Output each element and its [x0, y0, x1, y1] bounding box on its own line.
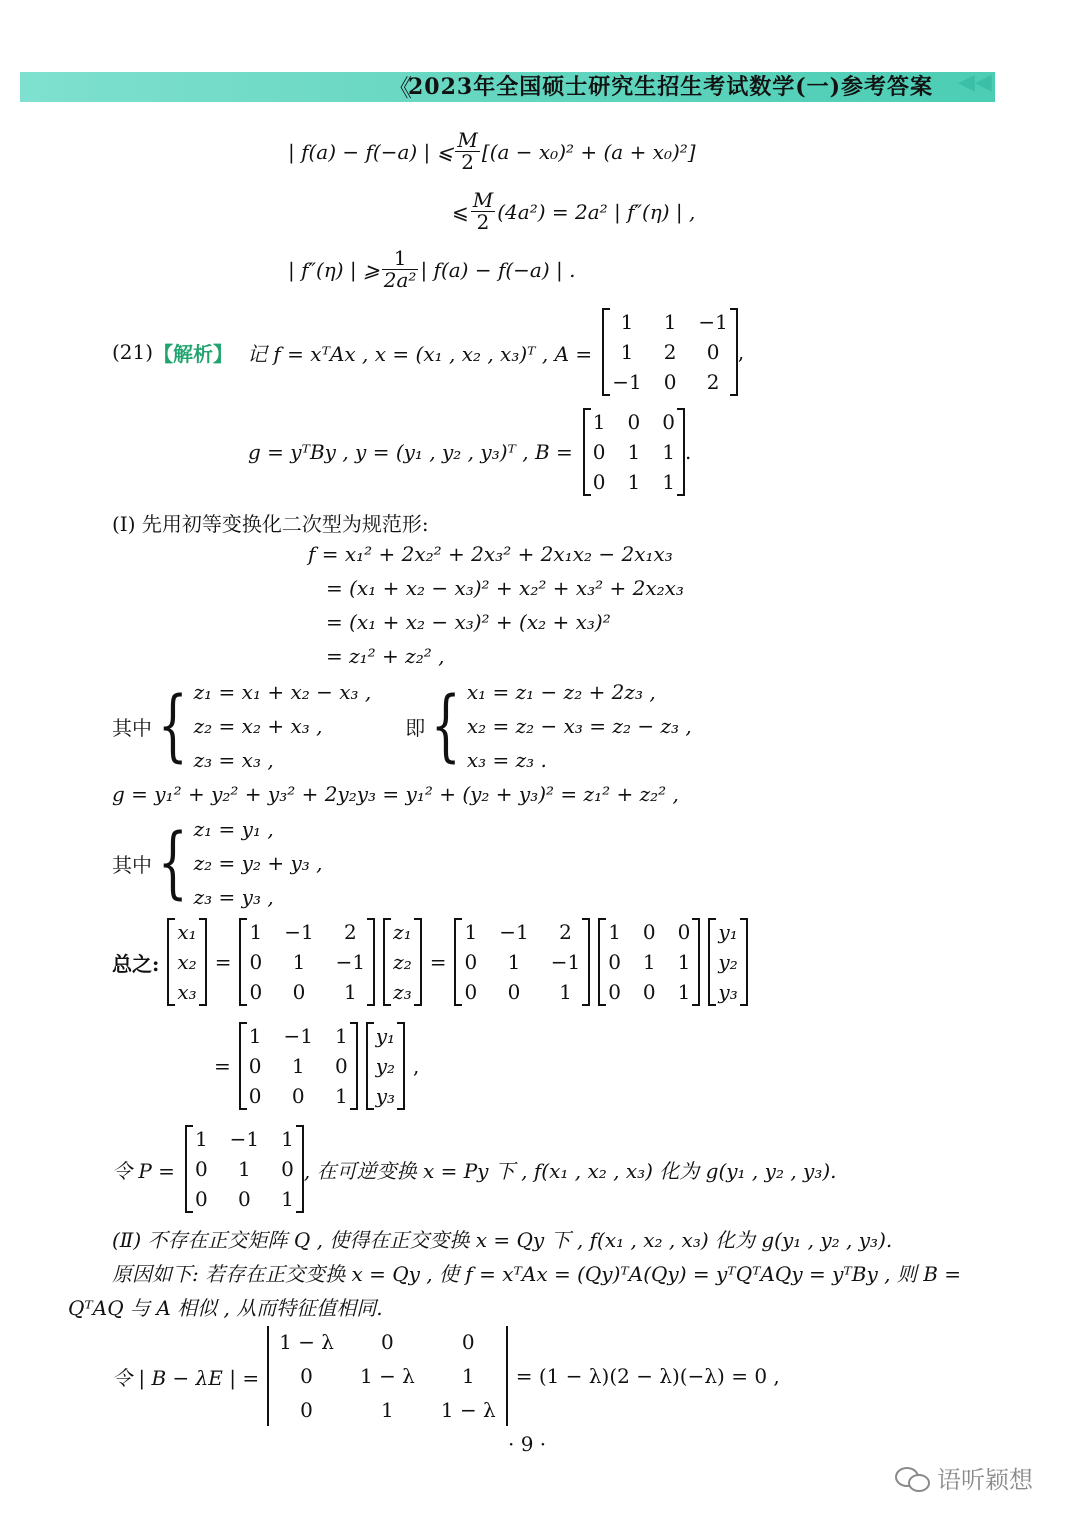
part2-reason-line-2: QᵀAQ 与 A 相似 , 从而特征值相同.: [68, 1296, 383, 1320]
q21-text-b-end: .: [685, 440, 692, 464]
matrix-P-cell: 0: [194, 1187, 208, 1211]
eq2-frac-num: M: [472, 188, 494, 212]
system-1-eq: z₁ = x₁ + x₂ − x₃ ,: [193, 680, 372, 704]
det-cell: 1 − λ: [359, 1364, 415, 1388]
q21-text-a: 记 f = xᵀAx , x = (x₁ , x₂ , x₃)ᵀ , A =: [247, 341, 593, 366]
matrix-M2-cell: 0: [642, 920, 656, 944]
watermark-text: 语听颖想: [937, 1466, 1033, 1494]
left-brace-icon: {: [157, 681, 188, 771]
system-1-eq: z₂ = x₂ + x₃ ,: [193, 714, 323, 738]
system-3-eq: z₂ = y₂ + y₃ ,: [193, 851, 323, 875]
matrix-M2-cell: 0: [642, 980, 656, 1004]
vector-y-cell: y₂: [375, 1054, 396, 1078]
matrix-M3-cell: 0: [334, 1054, 348, 1078]
system-3-eq: z₃ = y₃ ,: [193, 885, 274, 909]
where-label-2: 其中: [112, 852, 152, 877]
ie-label: 即: [405, 715, 426, 740]
system-2: [467, 675, 692, 777]
eq2-fraction: [471, 190, 495, 233]
system-2-eq: x₁ = z₁ − z₂ + 2z₃ ,: [466, 680, 656, 704]
eq1-fraction: [455, 130, 479, 173]
eq-sign: =: [429, 950, 447, 974]
matrix-M1-cell: 0: [249, 980, 263, 1004]
det-label: 令 | B − λE | =: [112, 1365, 260, 1390]
q21-tag: 【解析】: [153, 341, 234, 366]
summary-line-2: [214, 1022, 419, 1110]
matrix-M1-cell: 1: [292, 950, 306, 974]
where-label: 其中: [112, 715, 152, 740]
eq3-frac-den: 2a²: [383, 268, 417, 292]
matrix-M1-cell: 0: [249, 950, 263, 974]
q21-number: (21): [112, 340, 154, 364]
vector-y: [708, 918, 747, 1006]
matrix-P-cell: 0: [238, 1187, 251, 1211]
matrix-M3-cell: 1: [248, 1024, 262, 1048]
matrix-M1-cell: 1: [507, 950, 521, 974]
part1-heading: (Ⅰ) 先用初等变换化二次型为规范形:: [112, 512, 429, 536]
matrix-A-cell: 1: [663, 310, 677, 334]
matrix-A-cell: 2: [663, 340, 677, 364]
matrix-A-cell: −1: [612, 370, 642, 394]
matrix-M1-cell: 2: [559, 920, 572, 944]
left-brace-icon: {: [431, 681, 461, 771]
matrix-P-cell: 0: [281, 1157, 294, 1181]
eq-sign: =: [214, 950, 232, 974]
vector-y-cell: y₃: [718, 980, 738, 1004]
matrix-A-cell: 1: [620, 310, 634, 334]
vector-y-cell: y₃: [375, 1084, 396, 1108]
matrix-M2: [598, 918, 700, 1006]
matrix-P-cell: 1: [238, 1157, 251, 1181]
matrix-M1-cell: 1: [464, 920, 478, 944]
matrix-B-cell: 1: [627, 470, 641, 494]
vector-z-cell: z₃: [393, 980, 412, 1004]
matrix-M1-cell: 1: [344, 980, 357, 1004]
f-line-2: = (x₁ + x₂ − x₃)² + x₂² + x₃² + 2x₂x₃: [326, 576, 684, 600]
system-1: [194, 675, 372, 777]
vector-z-cell: z₂: [393, 950, 412, 974]
part2-reason-line-1: 原因如下: 若存在正交变换 x = Qy , 使 f = xᵀAx = (Qy)ᵀA(Qy) = yᵀQᵀAQy = yᵀBy , 则 B =: [112, 1262, 962, 1286]
vector-x: [167, 918, 206, 1006]
matrix-M3-cell: −1: [283, 1024, 313, 1048]
matrix-P-cell: 1: [194, 1127, 208, 1151]
system-block-1: [112, 675, 692, 777]
det-cell: 1 − λ: [279, 1330, 334, 1354]
matrix-M3-cell: 0: [248, 1054, 262, 1078]
eq2-rhs: (4a²) = 2a² | f″(η) | ,: [497, 199, 696, 224]
det-cell: 1: [461, 1364, 475, 1388]
matrix-B-cell: 1: [662, 470, 675, 494]
eq1-frac-num: M: [457, 128, 478, 152]
eq3-lhs: | f″(η) | ⩾: [288, 257, 380, 282]
matrix-B-cell: 0: [592, 440, 606, 464]
eq1-frac-den: 2: [461, 150, 475, 174]
matrix-M3-cell: 1: [334, 1084, 348, 1108]
matrix-M1-cell: 0: [464, 980, 478, 1004]
matrix-P-cell: −1: [229, 1127, 260, 1151]
f-line-4: = z₁² + z₂² ,: [326, 644, 445, 668]
f-line-3: = (x₁ + x₂ − x₃)² + (x₂ + x₃)²: [326, 610, 611, 634]
wechat-icon: [895, 1465, 931, 1491]
matrix-M1: [239, 918, 375, 1006]
determinant: [267, 1326, 508, 1426]
matrix-P: [185, 1125, 304, 1213]
matrix-A: [602, 308, 738, 396]
eq3-rhs: | f(a) − f(−a) | .: [420, 257, 576, 282]
matrix-M1-cell: −1: [499, 920, 529, 944]
eq-sign: =: [214, 1054, 231, 1078]
matrix-M1-cell: 1: [249, 920, 263, 944]
vector-y-cell: y₁: [375, 1024, 396, 1048]
matrix-M1-cell: −1: [550, 950, 581, 974]
f-line-1: f = x₁² + 2x₂² + 2x₃² + 2x₁x₂ − 2x₁x₃: [308, 542, 673, 566]
q21-line-b: [248, 408, 691, 496]
page-title: 2023年全国硕士研究生招生考试数学(一)参考答案: [408, 74, 934, 100]
let-p-line: [112, 1125, 837, 1213]
eq3-frac-num: 1: [382, 248, 419, 270]
system-1-eq: z₃ = x₃ ,: [193, 748, 274, 772]
vector-z-cell: z₁: [393, 920, 412, 944]
summary-label: 总之:: [112, 951, 160, 976]
matrix-M1-repeat: [454, 918, 590, 1006]
system-block-3: [112, 812, 323, 914]
eq1-rhs: [(a − x₀)² + (a + x₀)²]: [481, 139, 696, 164]
matrix-M2-cell: 0: [608, 950, 621, 974]
eq3-fraction: [382, 248, 419, 291]
det-cell: 0: [381, 1330, 394, 1354]
matrix-M3-cell: 1: [334, 1024, 348, 1048]
vector-y-cell: y₁: [718, 920, 738, 944]
matrix-M2-cell: 1: [642, 950, 656, 974]
matrix-B-cell: 1: [662, 440, 675, 464]
matrix-A-cell: 0: [663, 370, 677, 394]
matrix-M1-cell: −1: [335, 950, 366, 974]
matrix-M1-cell: 0: [464, 950, 478, 974]
det-cell: 0: [300, 1364, 313, 1388]
vector-x-cell: x₂: [177, 950, 197, 974]
det-cell: 0: [461, 1330, 475, 1354]
page-number: · 9 ·: [508, 1432, 547, 1456]
g-line: g = y₁² + y₂² + y₃² + 2y₂y₃ = y₁² + (y₂ + y₃)² = z₁² + z₂² ,: [112, 782, 679, 806]
header-chevron-right-icon: ◀◀: [958, 70, 992, 95]
vector-x-cell: x₁: [177, 920, 197, 944]
determinant-line: [112, 1326, 780, 1426]
matrix-B-cell: 1: [627, 440, 641, 464]
det-cell: 1: [381, 1398, 394, 1422]
matrix-M1-cell: 0: [507, 980, 521, 1004]
matrix-A-cell: −1: [698, 310, 728, 334]
matrix-M3: [239, 1022, 358, 1110]
comma: ,: [413, 1054, 420, 1078]
matrix-A-cell: 0: [706, 340, 720, 364]
matrix-B-cell: 0: [592, 470, 606, 494]
matrix-A-cell: 2: [706, 370, 720, 394]
q21-line-a: [112, 308, 744, 396]
det-cell: 0: [300, 1398, 313, 1422]
matrix-M1-cell: 1: [559, 980, 572, 1004]
matrix-M3-cell: 0: [291, 1084, 305, 1108]
system-3-eq: z₁ = y₁ ,: [193, 817, 274, 841]
equation-2: [452, 190, 695, 233]
header-chevron-left-icon: 《: [388, 74, 412, 102]
watermark: [895, 1460, 1033, 1495]
equation-1: [288, 130, 696, 173]
vector-z: [383, 918, 422, 1006]
det-cell: 1 − λ: [440, 1398, 496, 1422]
matrix-M2-cell: 1: [677, 980, 691, 1004]
matrix-B-cell: 1: [592, 410, 606, 434]
matrix-M1-cell: 0: [292, 980, 306, 1004]
matrix-B-cell: 0: [627, 410, 641, 434]
let-p-label: 令 P =: [112, 1158, 175, 1183]
matrix-M2-cell: 1: [608, 920, 621, 944]
matrix-A-cell: 1: [620, 340, 634, 364]
left-brace-icon: {: [157, 818, 188, 908]
matrix-M2-cell: 0: [677, 920, 691, 944]
eq1-lhs: | f(a) − f(−a) | ⩽: [288, 139, 454, 164]
matrix-B-cell: 0: [662, 410, 675, 434]
part2-heading: (Ⅱ) 不存在正交矩阵 Q , 使得在正交变换 x = Qy 下 , f(x₁ , x₂ , x₃) 化为 g(y₁ , y₂ , y₃).: [112, 1228, 893, 1252]
det-rhs: = (1 − λ)(2 − λ)(−λ) = 0 ,: [515, 1364, 780, 1388]
vector-y-2: [366, 1022, 405, 1110]
system-2-eq: x₂ = z₂ − x₃ = z₂ − z₃ ,: [466, 714, 692, 738]
eq2-frac-den: 2: [476, 210, 490, 234]
summary-line: [112, 918, 748, 1006]
q21-text-a-end: ,: [737, 340, 745, 364]
matrix-B: [583, 408, 685, 496]
eq2-lhs: ⩽: [452, 199, 469, 224]
system-3: [194, 812, 323, 914]
matrix-M3-cell: 1: [291, 1054, 305, 1078]
vector-x-cell: x₃: [177, 980, 197, 1004]
matrix-M3-cell: 0: [248, 1084, 262, 1108]
matrix-M1-cell: −1: [284, 920, 314, 944]
matrix-P-cell: 1: [281, 1187, 294, 1211]
matrix-P-cell: 1: [281, 1127, 294, 1151]
q21-text-b: g = yᵀBy , y = (y₁ , y₂ , y₃)ᵀ , B =: [248, 440, 573, 464]
matrix-M1-cell: 2: [344, 920, 357, 944]
system-2-eq: x₃ = z₃ .: [466, 748, 547, 772]
matrix-P-cell: 0: [194, 1157, 208, 1181]
vector-y-cell: y₂: [718, 950, 738, 974]
matrix-M2-cell: 0: [608, 980, 621, 1004]
let-p-text: , 在可逆变换 x = Py 下 , f(x₁ , x₂ , x₃) 化为 g(y₁ , y₂ , y₃).: [303, 1158, 837, 1183]
equation-3: [288, 248, 575, 291]
matrix-M2-cell: 1: [677, 950, 691, 974]
